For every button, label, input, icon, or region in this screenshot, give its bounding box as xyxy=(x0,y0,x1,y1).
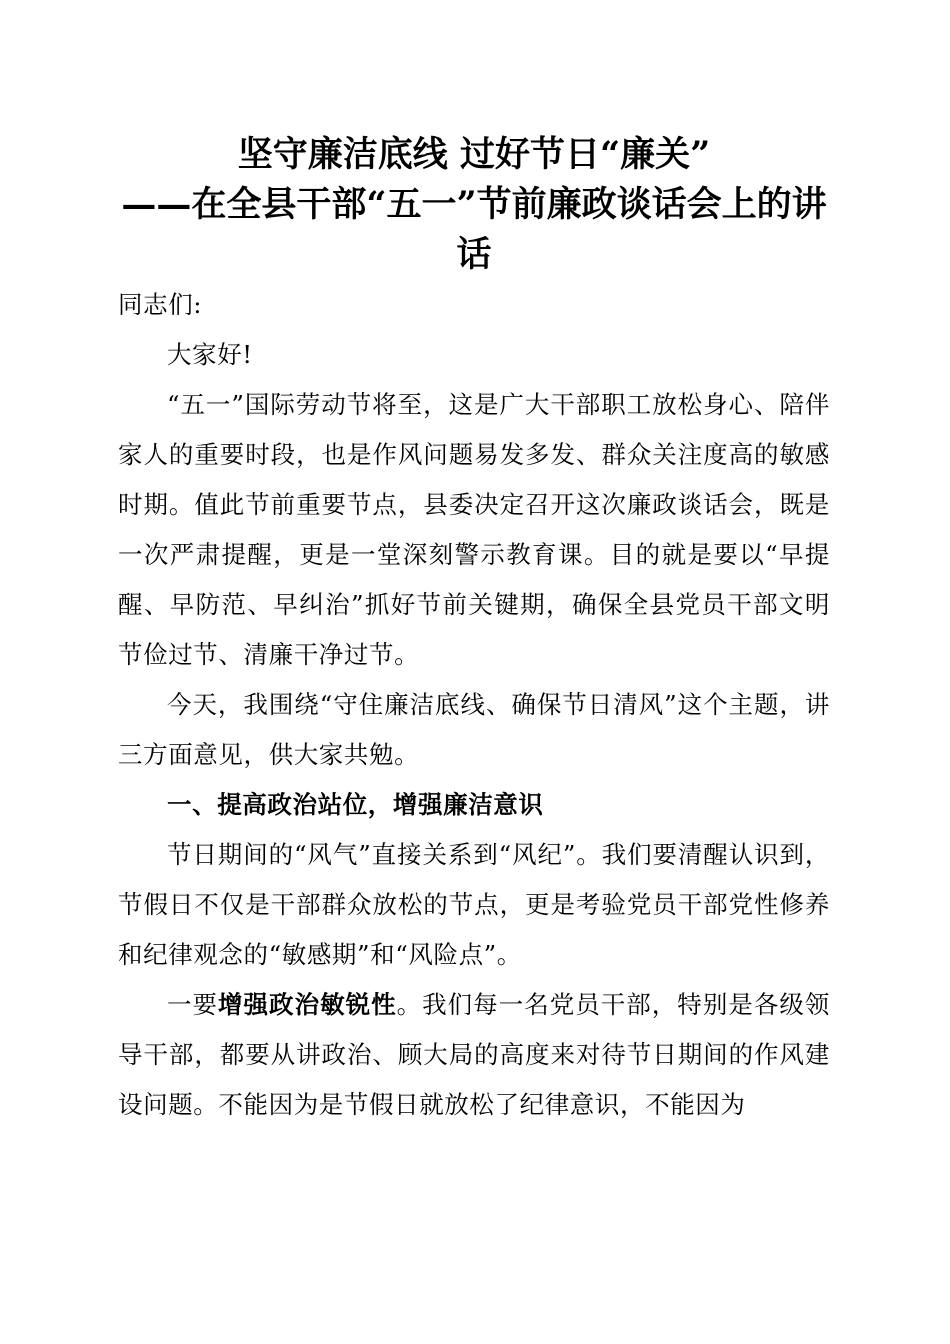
paragraph-2: 今天，我围绕“守住廉洁底线、确保节日清风”这个主题，讲三方面意见，供大家共勉。 xyxy=(118,690,830,769)
document-title xyxy=(118,130,830,280)
document-page xyxy=(118,130,830,1130)
salutation: 同志们: xyxy=(118,290,203,319)
paragraph-1: “五一”国际劳动节将至，这是广大干部职工放松身心、陪伴家人的重要时段，也是作风问题易发多发、群众关注度高的敏感时期。值此节前重要节点，县委决定召开这次廉政谈话会，既是一次严肃提醒，更是一堂深刻警示教育课。目的就是要以“早提醒、早防范、早纠治”抓好节前关键期，确保全县党员干部文明节俭过节、清廉干净过节。 xyxy=(118,390,830,669)
title-line-2: ——在全县干部“五一”节前廉政谈话会上的讲话 xyxy=(121,184,827,275)
section-1-intro: 节日期间的“风气”直接关系到“风纪”。我们要清醒认识到，节假日不仅是干部群众放松的节点，更是考验党员干部党性修养和纪律观念的“敏感期”和“风险点”。 xyxy=(118,840,830,969)
section-1-point-1 xyxy=(118,980,830,1130)
title-line-1: 坚守廉洁底线 过好节日“廉关” xyxy=(237,134,711,175)
point-emphasis: 增强政治敏锐性 xyxy=(218,990,397,1019)
greeting: 大家好! xyxy=(167,340,253,369)
point-prefix: 一要 xyxy=(167,990,219,1019)
point-text: 。我们每一名党员干部，特别是各级领导干部，都要从讲政治、顾大局的高度来对待节日期间的作风建设问题。不能因为是节假日就放松了纪律意识，不能因为 xyxy=(118,990,830,1119)
section-heading-1: 一、提高政治站位，增强廉洁意识 xyxy=(167,790,544,819)
